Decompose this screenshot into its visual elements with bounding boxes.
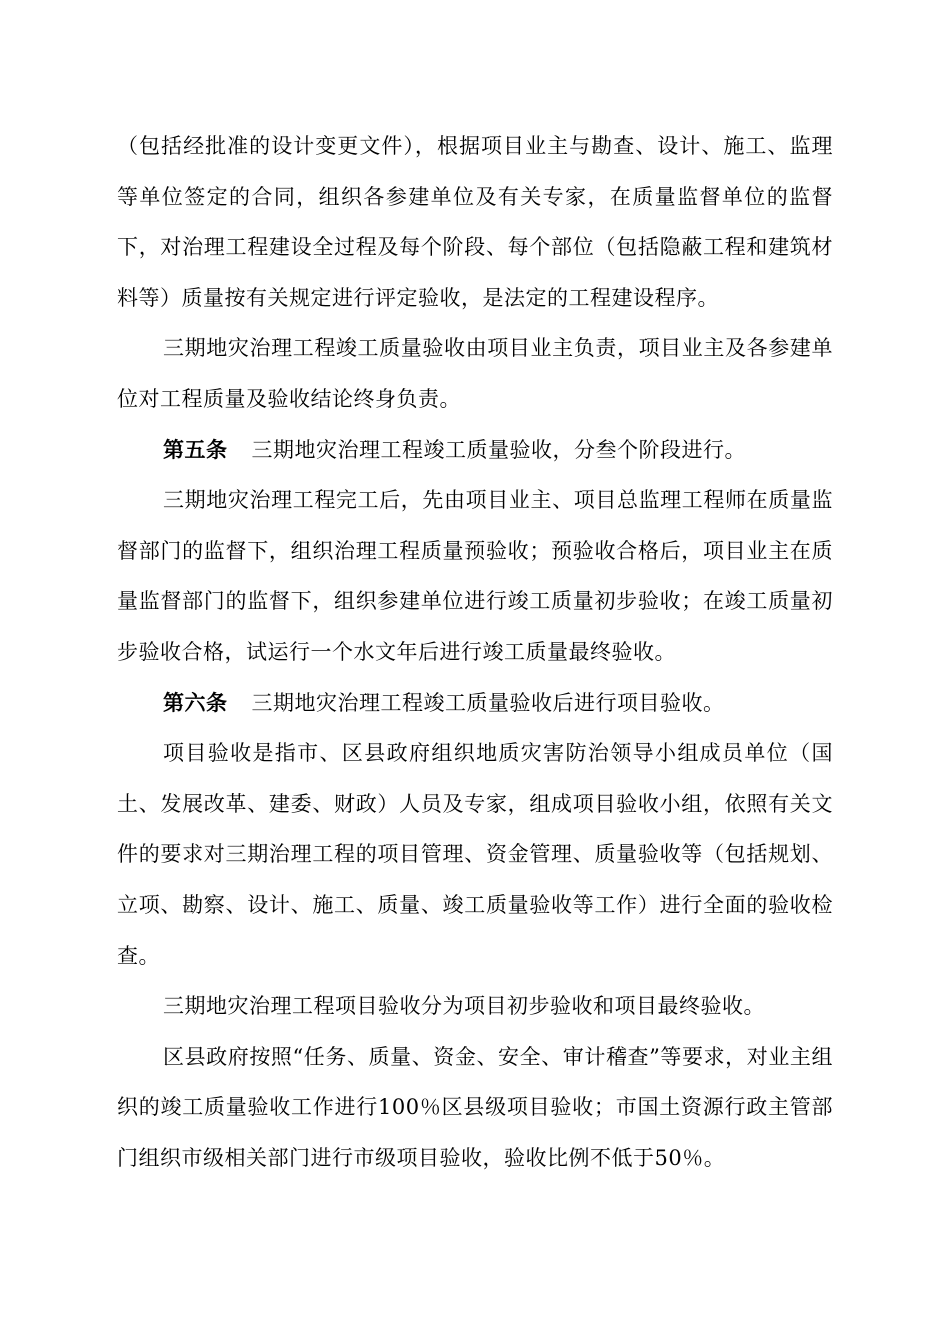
article-six xyxy=(117,678,833,729)
paragraph-responsibility: 三期地灾治理工程竣工质量验收由项目业主负责，项目业主及各参建单位对工程质量及验收结论终身负责。 xyxy=(117,336,833,411)
article-five xyxy=(117,425,833,476)
paragraph-continuation: （包括经批准的设计变更文件），根据项目业主与勘查、设计、施工、监理等单位签定的合同，组织各参建单位及有关专家，在质量监督单位的监督下，对治理工程建设全过程及每个阶段、每个部位（包括隐蔽工程和建筑材料等）质量按有关规定进行评定验收，是法定的工程建设程序。 xyxy=(117,134,833,310)
paragraph-project-acceptance: 项目验收是指市、区县政府组织地质灾害防治领导小组成员单位（国土、发展改革、建委、财政）人员及专家，组成项目验收小组，依照有关文件的要求对三期治理工程的项目管理、资金管理、质量验收等（包括规划、立项、勘察、设计、施工、质量、竣工质量验收等工作）进行全面的验收检查。 xyxy=(117,741,833,968)
paragraph-acceptance-ratio: 区县政府按照“任务、质量、资金、安全、审计稽查”等要求，对业主组织的竣工质量验收工作进行100％区县级项目验收；市国土资源行政主管部门组织市级相关部门进行市级项目验收，验收比例不低于50％。 xyxy=(117,1044,833,1170)
article-five-text: 三期地灾治理工程竣工质量验收，分叁个阶段进行。 xyxy=(251,437,746,462)
paragraph-stages: 三期地灾治理工程完工后，先由项目业主、项目总监理工程师在质量监督部门的监督下，组织治理工程质量预验收；预验收合格后，项目业主在质量监督部门的监督下，组织参建单位进行竣工质量初步验收；在竣工质量初步验收合格，试运行一个水文年后进行竣工质量最终验收。 xyxy=(117,488,833,664)
article-six-text: 三期地灾治理工程竣工质量验收后进行项目验收。 xyxy=(251,690,725,715)
paragraph-acceptance-types: 三期地灾治理工程项目验收分为项目初步验收和项目最终验收。 xyxy=(163,994,765,1019)
article-five-number: 第五条 xyxy=(163,437,228,462)
article-six-number: 第六条 xyxy=(163,690,228,715)
document-page xyxy=(117,121,833,1183)
